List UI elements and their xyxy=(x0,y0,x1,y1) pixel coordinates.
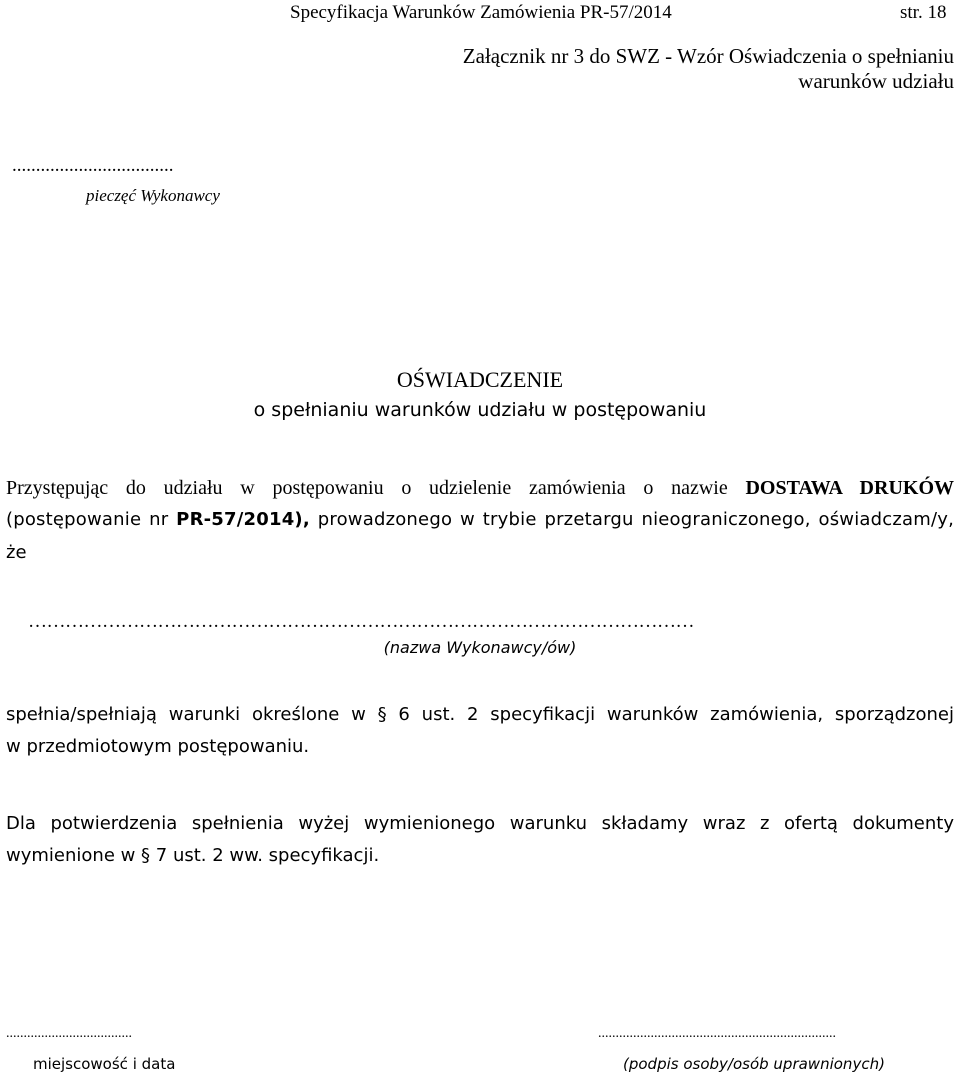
intro-line-1-text: Przystępując do udziału w postępowaniu o udzielenie zamówienia o nazwie xyxy=(6,477,728,499)
place-date-dots: .................................... xyxy=(6,1026,132,1041)
header-spec-title: Specyfikacja Warunków Zamówienia PR-57/2014 xyxy=(290,2,672,23)
attachment-line-1: Załącznik nr 3 do SWZ - Wzór Oświadczenia o spełnianiu xyxy=(462,44,954,68)
signature-label: (podpis osoby/osób uprawnionych) xyxy=(623,1055,885,1073)
place-date-label: miejscowość i data xyxy=(33,1055,176,1073)
para1-line-1: spełnia/spełniają warunki określone w § 6 ust. 2 specyfikacji warunków zamówienia, sporządzonej xyxy=(6,704,954,725)
document-subtitle: o spełnianiu warunków udziału w postępowaniu xyxy=(253,399,707,421)
document-title: OŚWIADCZENIE xyxy=(396,367,564,392)
para2-line-2: wymienione w § 7 ust. 2 ww. specyfikacji. xyxy=(6,845,380,866)
header-page-number: str. 18 xyxy=(900,2,947,23)
para2-line-1: Dla potwierdzenia spełnienia wyżej wymienionego warunku składamy wraz z ofertą dokumenty xyxy=(6,813,954,834)
contractor-name-label: (nazwa Wykonawcy/ów) xyxy=(383,638,577,657)
intro-line-1 xyxy=(6,477,954,500)
stamp-dots: .................................. xyxy=(12,155,174,176)
attachment-line-2: warunków udziału xyxy=(798,69,954,93)
intro-line-3: że xyxy=(6,542,27,563)
intro-line-2-suffix: prowadzonego w trybie przetargu nieograniczonego, oświadczam/y, xyxy=(317,509,955,530)
procurement-name: DOSTAWA DRUKÓW xyxy=(745,477,955,499)
procurement-number: PR-57/2014), xyxy=(176,509,310,530)
signature-dots: .................................................................... xyxy=(598,1026,836,1041)
contractor-name-placeholder: ……………………………………………………………………………………………… xyxy=(28,611,694,632)
intro-line-2 xyxy=(6,509,954,530)
intro-line-2-prefix: (postępowanie nr xyxy=(6,509,169,530)
stamp-label: pieczęć Wykonawcy xyxy=(86,186,220,205)
para1-line-2: w przedmiotowym postępowaniu. xyxy=(6,736,310,757)
